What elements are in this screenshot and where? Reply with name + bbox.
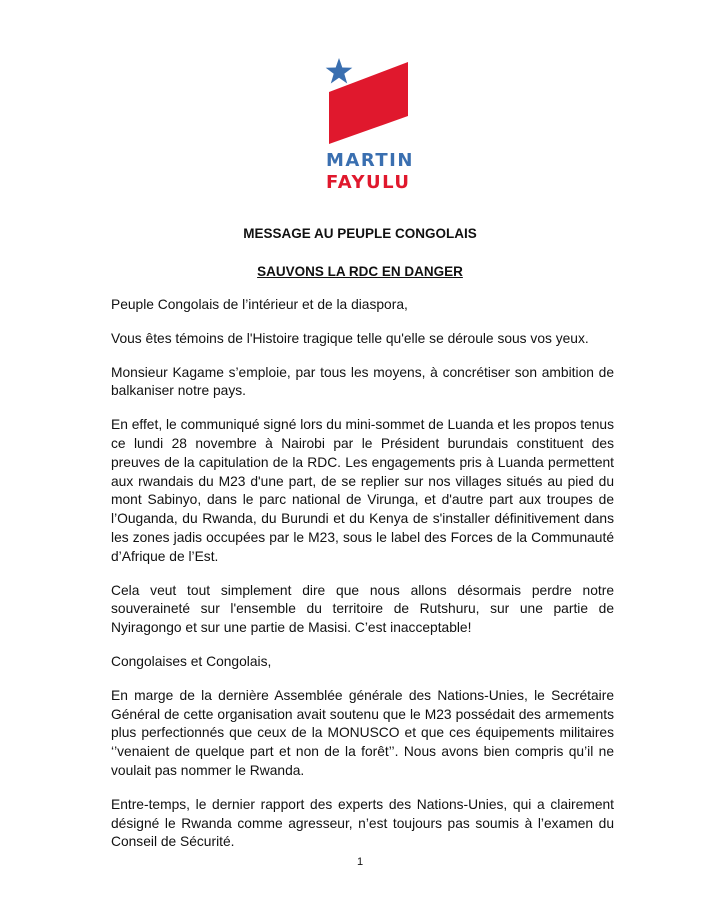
paragraph-salutation: Peuple Congolais de l’intérieur et de la diaspora, <box>111 297 408 312</box>
page-number: 1 <box>356 856 364 868</box>
paragraph-witness: Vous êtes témoins de l'Histoire tragique telle qu'elle se déroule sous vos yeux. <box>111 330 589 346</box>
logo-first-name: MARTIN <box>326 150 414 171</box>
paragraph-luanda: En effet, le communiqué signé lors du mini-sommet de Luanda et les propos tenus ce lundi 28 novembre à Nairobi par le Président burundais constituent des preuves de la capitulation de la RDC. Les engagements pris à Luanda permettent aux rwandais du M23 d'une part, de se replier sur nos villages situés au pied du mont Sabinyo, dans le parc national de Virunga, et d'autre part aux troupes de l’Ouganda, du Rwanda, du Burundi et du Kenya de s'installer définitivement dans les zones jadis occupées par le M23, sous le label des Forces de la Communauté d’Afrique de l’Est. <box>111 417 614 564</box>
paragraph-kagame: Monsieur Kagame s’emploie, par tous les moyens, à concrétiser son ambition de balkaniser notre pays. <box>111 364 614 399</box>
document-subtitle: SAUVONS LA RDC EN DANGER <box>257 264 463 279</box>
paragraph-address: Congolaises et Congolais, <box>111 653 272 669</box>
logo-graphic <box>324 58 410 144</box>
document-body <box>111 296 614 867</box>
logo-last-name: FAYULU <box>326 172 411 193</box>
paragraph-experts-report: Entre-temps, le dernier rapport des experts des Nations-Unies, qui a clairement désigné le Rwanda comme agresseur, n’est toujours pas soumis à l’examen du Conseil de Sécurité. <box>111 796 614 850</box>
party-logo <box>324 58 412 194</box>
document-title: MESSAGE AU PEUPLE CONGOLAIS <box>243 226 477 241</box>
paragraph-sovereignty: Cela veut tout simplement dire que nous allons désormais perdre notre souveraineté sur l'ensemble du territoire de Rutshuru, sur une partie de Nyiragongo et sur une partie de Masisi. C’est inacceptable! <box>111 582 614 636</box>
star-icon <box>326 58 353 84</box>
paragraph-un-assembly: En marge de la dernière Assemblée générale des Nations-Unies, le Secrétaire Général de cette organisation avait soutenu que le M23 possédait des armements plus perfectionnés que ceux de la MONUSCO et que ces équipements militaires ‘’venaient de quelque part et non de la forêt’’. Nous avons bien compris qu’il ne voulait pas nommer le Rwanda. <box>111 687 614 778</box>
